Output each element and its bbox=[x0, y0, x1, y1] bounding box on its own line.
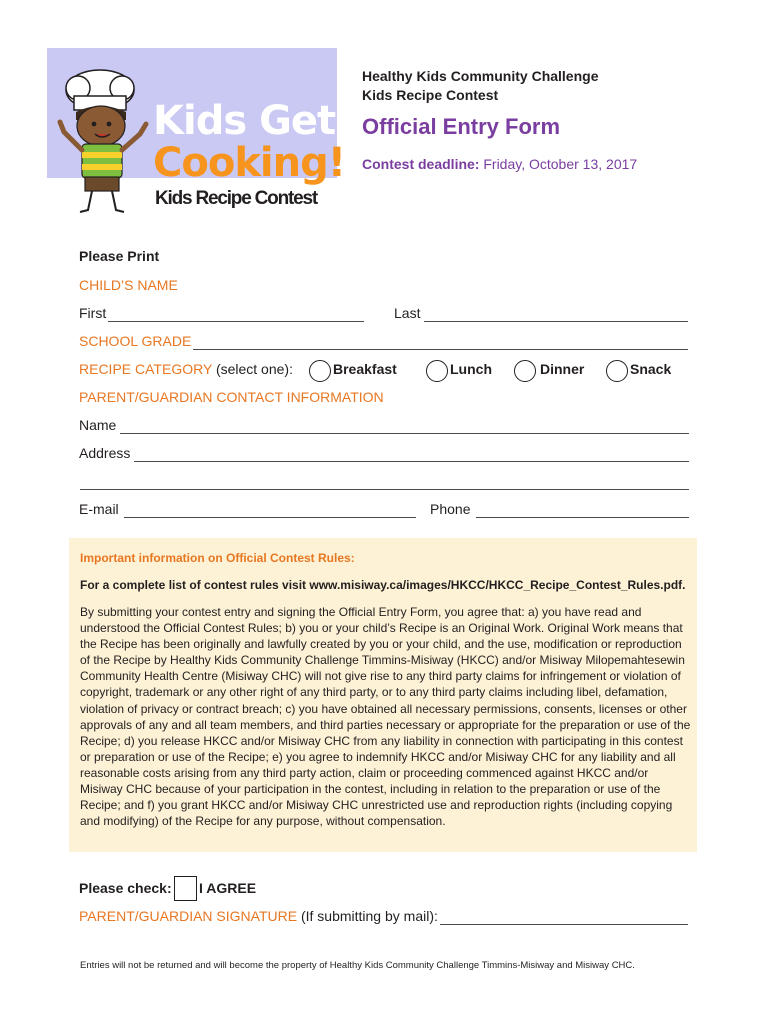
signature-field[interactable] bbox=[440, 924, 688, 925]
snack-label: Snack bbox=[630, 361, 672, 377]
parent-name-field[interactable] bbox=[120, 433, 689, 434]
logo-line-2: Cooking! bbox=[153, 140, 345, 186]
breakfast-label: Breakfast bbox=[333, 361, 397, 377]
child-name-heading: CHILD’S NAME bbox=[79, 277, 178, 293]
dinner-label: Dinner bbox=[540, 361, 585, 377]
lunch-label: Lunch bbox=[450, 361, 492, 377]
parent-name-label: Name bbox=[79, 417, 117, 433]
breakfast-radio[interactable] bbox=[309, 360, 331, 382]
agree-label: I AGREE bbox=[199, 880, 257, 896]
form-title: Official Entry Form bbox=[362, 114, 561, 139]
lunch-radio[interactable] bbox=[426, 360, 448, 382]
parent-contact-heading: PARENT/GUARDIAN CONTACT INFORMATION bbox=[79, 389, 384, 405]
school-grade-label: SCHOOL GRADE bbox=[79, 333, 192, 349]
please-print-label: Please Print bbox=[79, 248, 160, 264]
chef-kid-illustration bbox=[52, 60, 162, 220]
footer-note: Entries will not be returned and will become the property of Healthy Kids Community Challenge Timmins-Misiway and Misiway CHC. bbox=[80, 960, 635, 971]
logo-subtitle: Kids Recipe Contest bbox=[155, 188, 317, 209]
deadline-value: Friday, October 13, 2017 bbox=[483, 156, 638, 172]
last-name-field[interactable] bbox=[424, 321, 688, 322]
school-grade-field[interactable] bbox=[193, 349, 688, 350]
logo-line-1: Kids Get bbox=[153, 98, 336, 144]
contest-title: Kids Recipe Contest bbox=[362, 87, 499, 103]
phone-label: Phone bbox=[430, 501, 471, 517]
last-name-label: Last bbox=[394, 305, 421, 321]
org-title: Healthy Kids Community Challenge bbox=[362, 68, 599, 84]
contest-deadline bbox=[362, 156, 637, 172]
phone-field[interactable] bbox=[476, 517, 689, 518]
address-field-line-1[interactable] bbox=[134, 461, 689, 462]
address-field-line-2[interactable] bbox=[80, 489, 689, 490]
rules-link-line: For a complete list of contest rules visit www.misiway.ca/images/HKCC/HKCC_Recipe_Contest_Rules.pdf. bbox=[80, 578, 686, 592]
agree-checkbox[interactable] bbox=[174, 876, 197, 901]
first-name-label: First bbox=[79, 305, 107, 321]
snack-radio[interactable] bbox=[606, 360, 628, 382]
rules-heading: Important information on Official Contest Rules: bbox=[80, 551, 355, 565]
rules-body: By submitting your contest entry and signing the Official Entry Form, you agree that: a) you have read and understood the Official Contest Rules; b) you or your child’s Recipe is an Original Work. Original Work means that the Recipe has been originally and lawfully created by you or your child, and the use, modification or reproduction of the Recipe by Healthy Kids Community Challenge Timmins-Misiway (HKCC) and/or Misiway Milopemahtesewin Community Health Centre (Misiway CHC) will not give rise to any third party claims for infringement or violation of copyright, trademark or any other right of any third party, or to any third party claims including libel, defamation, violation of privacy or contract breach; c) you have obtained all necessary permissions, consents, licenses or other approvals of any and all team members, and third parties necessary or appropriate for the preparation or use of the Recipe; d) you release HKCC and/or Misiway CHC from any liability in connection with participating in this contest or preparation or use of the Recipe; e) you agree to indemnify HKCC and/or Misiway CHC for any liability and all reasonable costs arising from any third party action, claim or proceeding commenced against HKCC and/or Misiway CHC because of your participation in the contest, including in relation to the preparation or use of the Recipe; and f) you grant HKCC and/or Misiway CHC unrestricted use and reproduction rights (including copying and modifying) of the Recipe for any purpose, without compensation. bbox=[80, 605, 691, 829]
email-label: E-mail bbox=[79, 501, 119, 517]
please-check-label: Please check: bbox=[79, 880, 172, 896]
signature-label: PARENT/GUARDIAN SIGNATURE (If submitting by mail): bbox=[79, 908, 438, 924]
dinner-radio[interactable] bbox=[514, 360, 536, 382]
recipe-category-label: RECIPE CATEGORY (select one): bbox=[79, 361, 293, 377]
address-label: Address bbox=[79, 445, 131, 461]
first-name-field[interactable] bbox=[108, 321, 364, 322]
email-field[interactable] bbox=[124, 517, 416, 518]
deadline-label: Contest deadline: bbox=[362, 156, 480, 172]
